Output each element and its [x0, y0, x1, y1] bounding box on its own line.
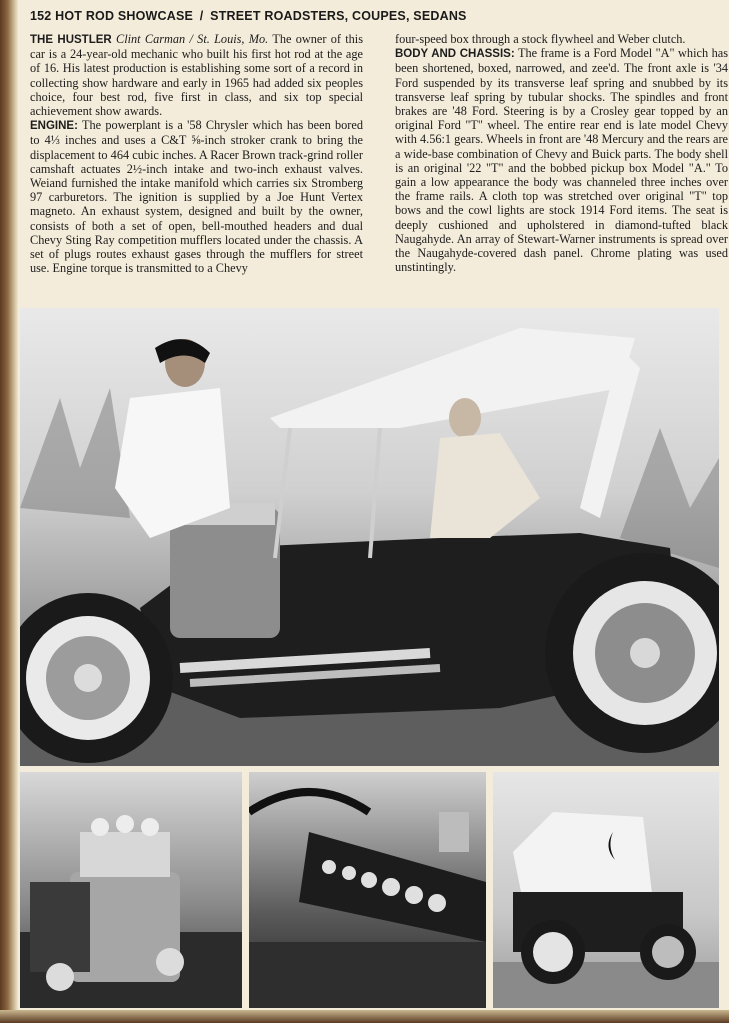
engine-closeup-photo	[20, 772, 242, 1008]
engine-heading: ENGINE:	[30, 120, 78, 133]
article-column-right	[395, 32, 728, 274]
article-column-left	[30, 32, 363, 275]
page-bottom-edge	[0, 1010, 729, 1023]
dashboard-illustration	[249, 772, 486, 1008]
page-number: 152	[30, 9, 52, 23]
car-name: THE HUSTLER	[30, 34, 112, 46]
dashboard-instruments-photo	[249, 772, 486, 1008]
intro-text: The owner of this car is a 24-year-old mechanic who built his first hot rod at the age of 16. His latest production is establishing some sort of a record in collecting show hardware and early in 1965 had added six peoples choice, four best rod, five first in class, and six top special achievement show awards.	[30, 32, 364, 119]
intro-paragraph	[30, 32, 363, 118]
body-chassis-heading: BODY AND CHASSIS:	[395, 48, 515, 61]
section-title: STREET ROADSTERS, COUPES, SEDANS	[210, 9, 467, 23]
continued-text: four-speed box through a stock flywheel and Weber clutch.	[395, 32, 686, 46]
engine-text: The powerplant is a '58 Chrysler which has been bored to 4⅓ inches and uses a C&T ⅝-inch stroker crank to bring the displacement to 464 cubic inches. A Racer Brown track-grind roller camshaft actuates 2½-inch intake and two-inch exhaust valves. Weiand furnished the intake manifold which carries six Stromberg 97 carburetors. The ignition is supplied by a Joe Hunt Vertex magneto. An exhaust system, designed and built by the owner, consists of both a set of open, bell-mouthed headers and dual Chevy Sting Ray competition mufflers located under the chassis. A set of plugs routes exhaust gases through the mufflers for street use. Engine torque is transmitted to a Chevy	[30, 118, 363, 276]
roadster-with-owner-photo	[20, 308, 719, 766]
roadster-illustration	[20, 308, 719, 766]
header-separator: /	[199, 9, 204, 23]
engine-illustration	[20, 772, 242, 1008]
continued-paragraph	[395, 32, 728, 46]
body-chassis-paragraph	[395, 46, 728, 274]
magazine-title: HOT ROD SHOWCASE	[55, 9, 194, 23]
body-chassis-text: The frame is a Ford Model "A" which has been shortened, boxed, narrowed, and zee'd. The front axle is '34 Ford suspended by its transverse leaf spring and snubbed by its transverse leaf spring by tubular shocks. The spindles and front brakes are '48 Ford. Steering is by a Crosley gear topped by an original Ford "T" wheel. The entire rear end is late model Chevy with 4.56:1 gears. Wheels in front are '48 Mercury and the rears are a wide-base combination of Chevy and Buick parts. The body shell is an original '22 "T" and the bobbed pickup box Model "A." To gain a low appearance the body was channeled three inches over the frame rails. A cloth top was stretched over original "T" top bows and the cowl lights are stock 1914 Ford items. The seat is deeply cushioned and upholstered in diamond-tufted black Naugahyde. An array of Stewart-Warner instruments is spread over the Naugahyde-covered dash panel. Chrome plating was used unstintingly.	[395, 46, 728, 275]
owner-byline: Clint Carman / St. Louis, Mo.	[116, 32, 269, 46]
rear-view-illustration	[493, 772, 719, 1008]
rear-view-photo	[493, 772, 719, 1008]
engine-paragraph	[30, 118, 363, 275]
page-header	[30, 9, 720, 29]
page-binding-edge	[0, 0, 18, 1023]
